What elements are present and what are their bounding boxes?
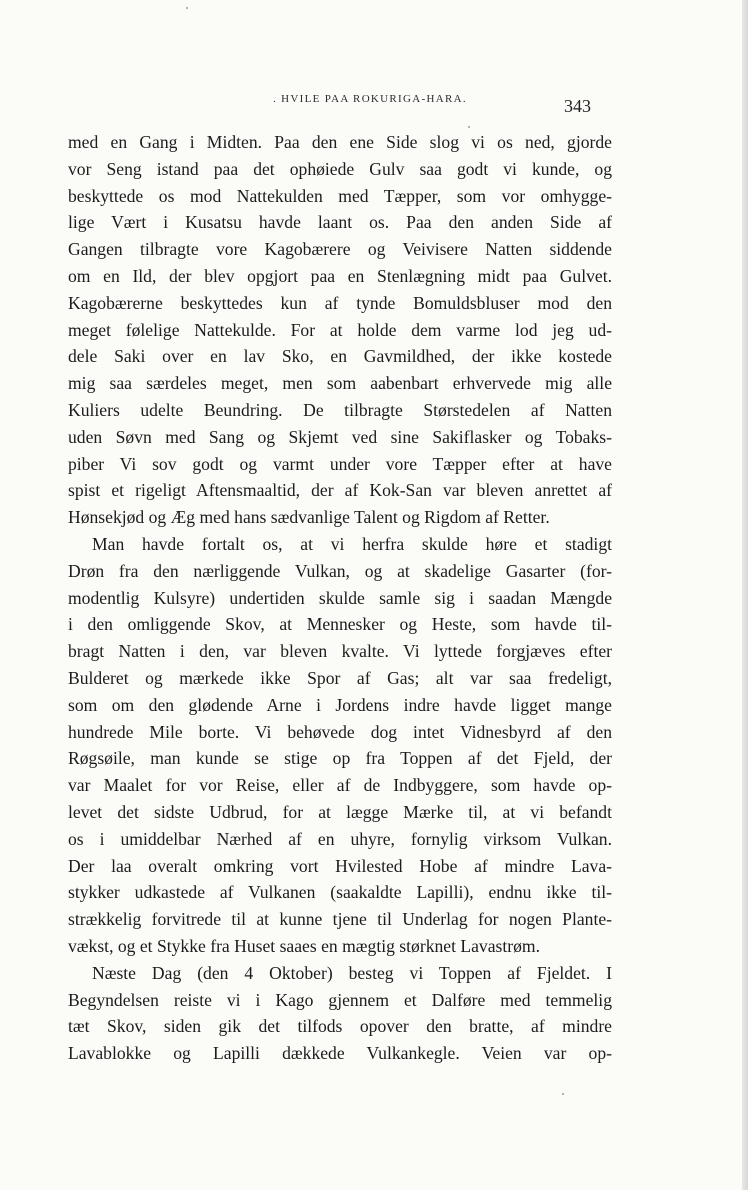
paper-speck: [562, 1093, 564, 1095]
text-line: lige Vært i Kusatsu havde laant os. Paa den anden Side af: [68, 212, 612, 233]
page-edge: [742, 0, 748, 1190]
text-line: Begyndelsen reiste vi i Kago gjennem et Dalføre med temmelig: [68, 989, 612, 1010]
text-line: levet det sidste Udbrud, for at lægge Mærke til, at vi befandt: [68, 801, 612, 822]
text-line: meget følelige Nattekulde. For at holde dem varme lod jeg ud-: [68, 319, 612, 340]
text-line: stykker udkastede af Vulkanen (saakaldte Lapilli), endnu ikke til-: [68, 882, 612, 903]
text-line: om en Ild, der blev opgjort paa en Stenlægning midt paa Gulvet.: [68, 265, 612, 286]
text-line: Der laa overalt omkring vort Hvilested Hobe af mindre Lava-: [68, 855, 612, 876]
text-line: hundrede Mile borte. Vi behøvede dog intet Vidnesbyrd af den: [68, 721, 612, 742]
text-line: vor Seng istand paa det ophøiede Gulv saa godt vi kunde, og: [68, 158, 612, 179]
text-line: Gangen tilbragte vore Kagobærere og Veivisere Natten siddende: [68, 239, 612, 260]
text-line: Kuliers udelte Beundring. De tilbragte Størstedelen af Natten: [68, 399, 612, 420]
text-line: modentlig Kulsyre) undertiden skulde samle sig i saadan Mængde: [68, 587, 612, 608]
text-line: som om den glødende Arne i Jordens indre havde ligget mange: [68, 694, 612, 715]
text-line: uden Søvn med Sang og Skjemt ved sine Sakiflasker og Tobaks-: [68, 426, 612, 447]
text-line: Røgsøile, man kunde se stige op fra Toppen af det Fjeld, der: [68, 748, 612, 769]
text-line: spist et rigeligt Aftensmaaltid, der af Kok-San var bleven anrettet af: [68, 480, 612, 501]
text-line: med en Gang i Midten. Paa den ene Side slog vi os ned, gjorde: [68, 132, 612, 152]
text-line: i den omliggende Skov, at Mennesker og Heste, som havde til-: [68, 614, 612, 635]
text-line: Bulderet og mærkede ikke Spor af Gas; alt var saa fredeligt,: [68, 667, 612, 688]
text-line: tæt Skov, siden gik det tilfods opover den bratte, af mindre: [68, 1016, 612, 1037]
text-line: Hønsekjød og Æg med hans sædvanlige Talent og Rigdom af Retter.: [68, 507, 550, 528]
text-line: var Maalet for vor Reise, eller af de Indbyggere, som havde op-: [68, 775, 612, 796]
text-line: Kagobærerne beskyttedes kun af tynde Bomuldsbluser mod den: [68, 292, 612, 313]
text-line: Man havde fortalt os, at vi herfra skulde høre et stadigt: [92, 533, 612, 554]
text-line: os i umiddelbar Nærhed af en uhyre, fornylig virksom Vulkan.: [68, 828, 612, 849]
text-line: piber Vi sov godt og varmt under vore Tæpper efter at have: [68, 453, 612, 474]
paper-speck: [186, 7, 188, 9]
paper-speck: [468, 126, 470, 128]
text-line: mig saa særdeles meget, men som aabenbart erhvervede mig alle: [68, 373, 612, 394]
text-line: Næste Dag (den 4 Oktober) besteg vi Toppen af Fjeldet. I: [92, 962, 612, 983]
text-line: beskyttede os mod Nattekulden med Tæpper, som vor omhygge-: [68, 185, 612, 206]
text-line: vækst, og et Stykke fra Huset saaes en mægtig størknet Lavastrøm.: [68, 935, 541, 956]
body-text: [68, 129, 612, 1067]
text-line: bragt Natten i den, var bleven kvalte. Vi lyttede forgjæves efter: [68, 641, 612, 662]
text-line: Drøn fra den nærliggende Vulkan, og at skadelige Gasarter (for-: [68, 560, 612, 581]
running-head: . HVILE PAA ROKURIGA-HARA.: [273, 93, 467, 105]
page-number: 343: [564, 96, 591, 116]
text-line: Lavablokke og Lapilli dækkede Vulkankegle. Veien var op-: [68, 1043, 612, 1064]
text-line: strækkelig forvitrede til at kunne tjene til Underlag for nogen Plante-: [68, 909, 612, 930]
text-line: dele Saki over en lav Sko, en Gavmildhed, der ikke kostede: [68, 346, 612, 367]
